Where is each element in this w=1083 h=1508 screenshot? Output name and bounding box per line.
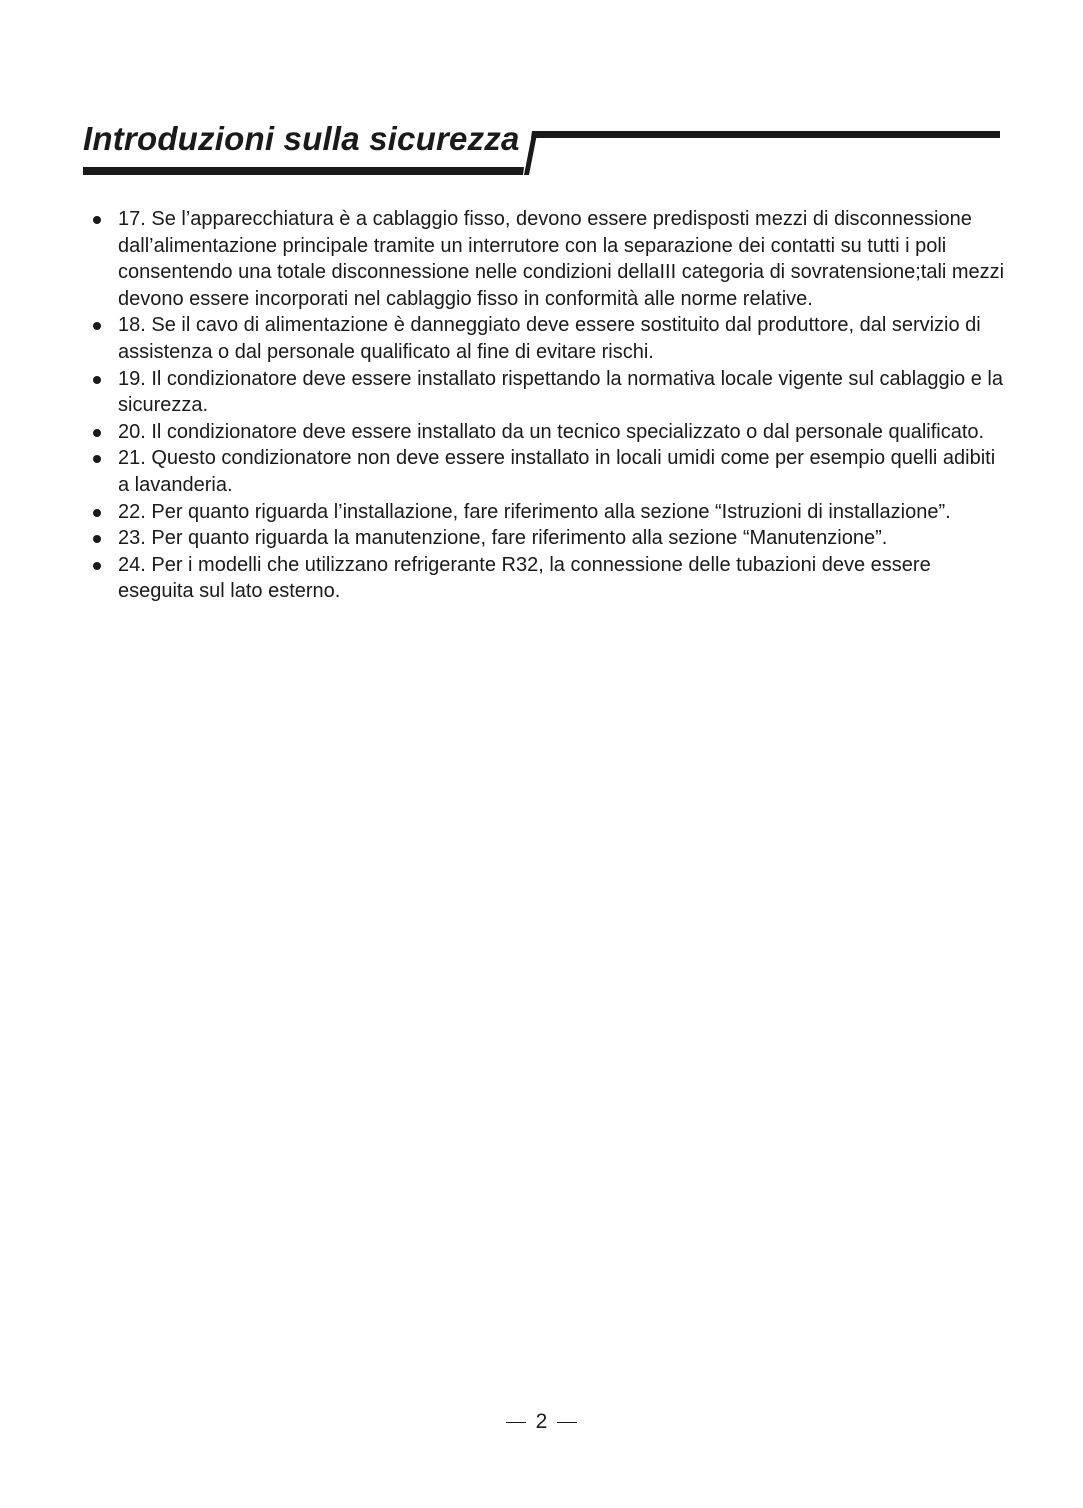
dash-left-icon [506,1422,526,1424]
safety-instructions-list [90,206,1010,605]
list-item [90,419,1010,446]
header-slant [524,134,537,175]
bullet-icon [93,322,101,330]
page-number: 2 [535,1410,548,1433]
page-footer [0,1410,1083,1434]
header-underline [83,167,524,175]
header-rule-graphic [0,0,1083,200]
list-item-text: 23. Per quanto riguarda la manutenzione, fare riferimento alla sezione “Manutenzione”. [118,527,888,550]
bullet-icon [93,455,101,463]
list-item [90,312,1010,365]
bullet-icon [93,376,101,384]
dash-right-icon [557,1422,577,1424]
list-item-text: 21. Questo condizionatore non deve essere installato in locali umidi come per esempio quelli adibiti a lavanderia. [118,447,996,496]
bullet-icon [93,535,101,543]
list-item-text: 20. Il condizionatore deve essere installato da un tecnico specializzato o dal personale qualificato. [118,420,985,443]
list-item-text: 22. Per quanto riguarda l’installazione, fare riferimento alla sezione “Istruzioni di installazione”. [118,500,951,523]
bullet-icon [93,429,101,437]
list-item-text: 18. Se il cavo di alimentazione è danneggiato deve essere sostituito dal produttore, dal servizio di assistenza o dal personale qualificato al fine di evitare rischi. [118,314,981,363]
list-item-text: 24. Per i modelli che utilizzano refrigerante R32, la connessione delle tubazioni deve essere eseguita sul lato esterno. [118,553,931,603]
list-item [90,445,1010,498]
list-item [90,525,1010,552]
list-item [90,552,1010,605]
bullet-icon [93,562,101,570]
list-item-text: 19. Il condizionatore deve essere installato rispettando la normativa locale vigente sul cablaggio e la sicurezza. [118,367,1003,417]
list-item [90,366,1010,419]
list-item-text: 17. Se l’apparecchiatura è a cablaggio fisso, devono essere predisposti mezzi di disconnessione dall’alimentazione principale tramite un interrutore con la separazione dei contatti su tutti i poli consentendo una totale disconnessione nelle condizioni dellaIII categoria di sovratensione;tali mezzi devono essere incorporati nel cablaggio fisso in conformità alle norme relative. [118,208,1005,310]
page-title: Introduzioni sulla sicurezza [83,120,520,157]
list-item [90,499,1010,526]
header-overline [531,131,1000,138]
section-header [0,0,1083,200]
bullet-icon [93,216,101,224]
list-item [90,206,1010,312]
bullet-icon [93,509,101,517]
